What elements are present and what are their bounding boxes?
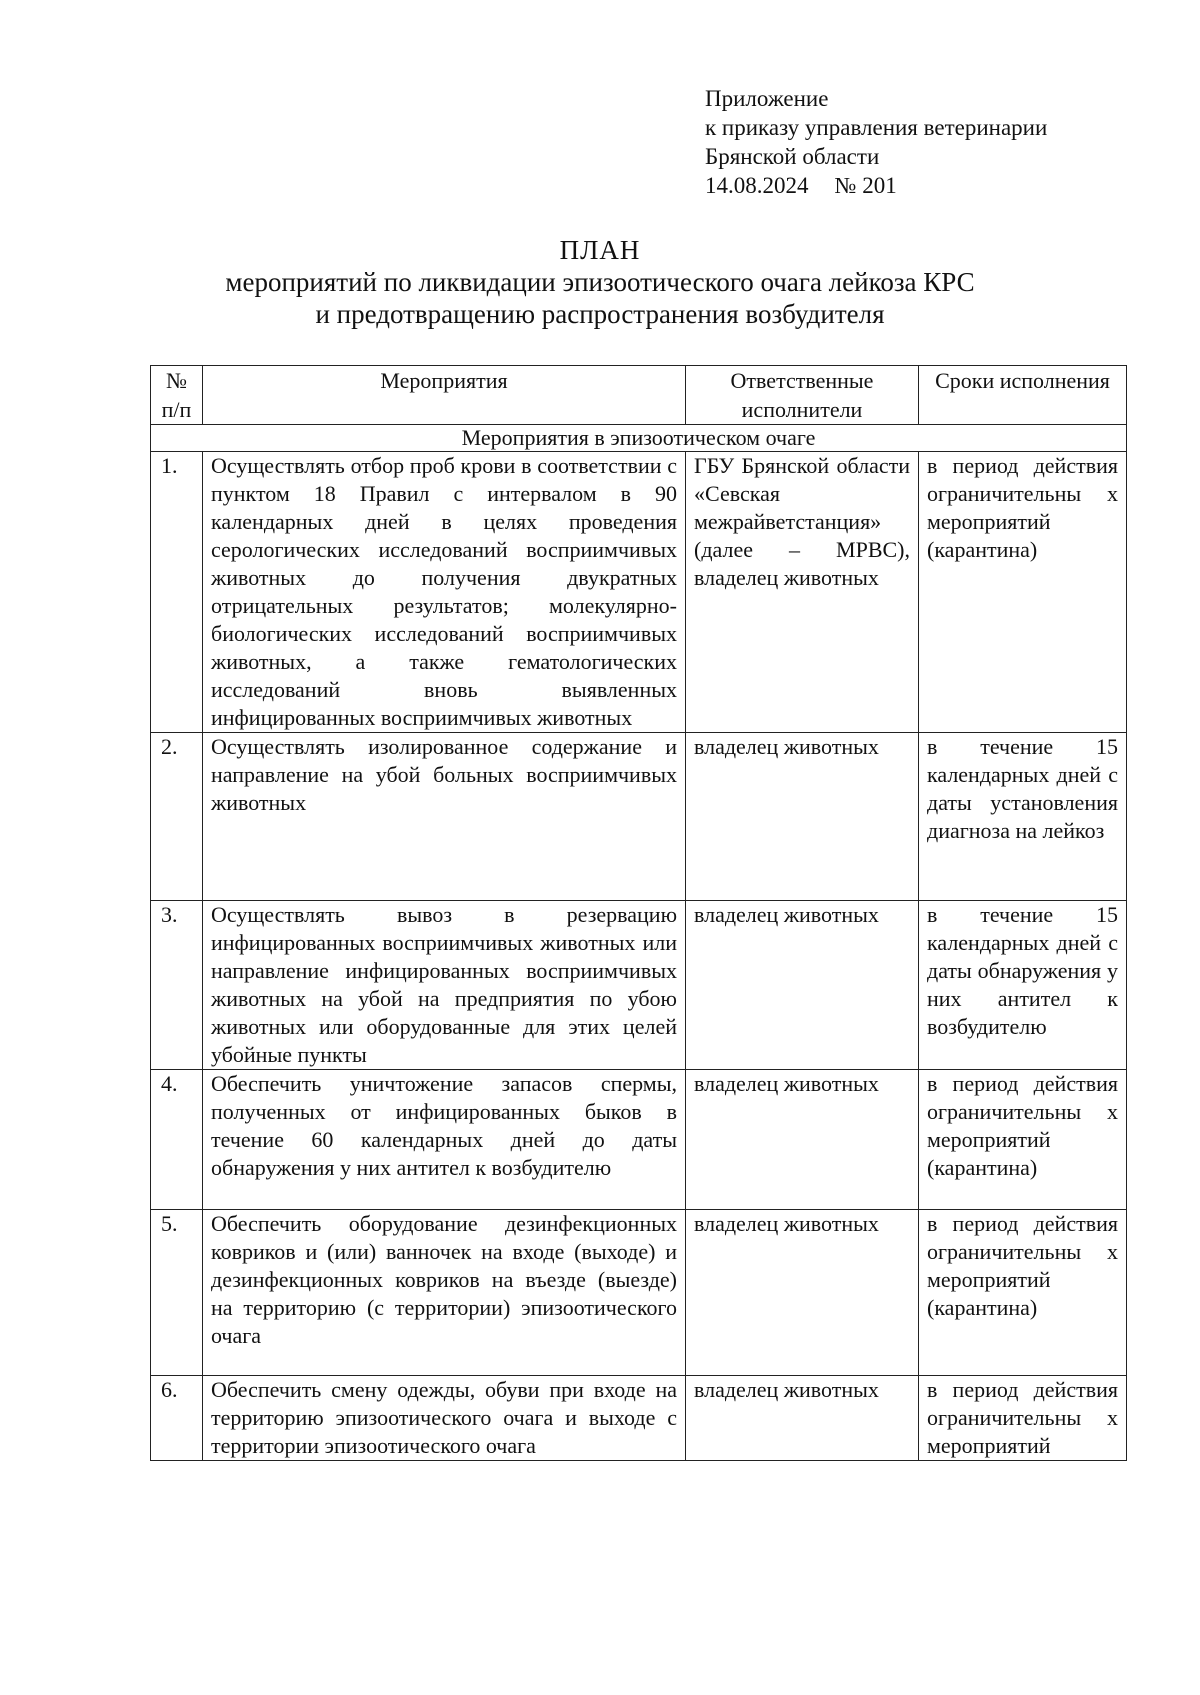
appendix-title: Приложение (705, 86, 829, 111)
row-action: Осуществлять вывоз в резервацию инфицированных восприимчивых животных или направление инфицированных восприимчивых животных на убой на предприятия по убою животных или оборудованные для этих целей убойные пункты (203, 901, 686, 1070)
row-deadline: в период действия ограничительны х мероприятий (карантина) (919, 452, 1127, 733)
document-title (0, 234, 1200, 330)
row-action: Осуществлять отбор проб крови в соответствии с пунктом 18 Правил с интервалом в 90 календарных дней в целях проведения серологических исследований восприимчивых животных до получения двукратных отрицательных результатов; молекулярно-биологических исследований восприимчивых животных, а также гематологических исследований вновь выявленных инфицированных восприимчивых животных (203, 452, 686, 733)
row-num: 6. (151, 1376, 203, 1461)
order-number: № 201 (834, 173, 897, 198)
table-row (151, 901, 1127, 1070)
row-deadline: в течение 15 календарных дней с даты установления диагноза на лейкоз (919, 733, 1127, 901)
appendix-date-number (705, 171, 1047, 200)
row-num: 4. (151, 1070, 203, 1210)
row-deadline: в период действия ограничительны х мероприятий (карантина) (919, 1210, 1127, 1376)
appendix-header (705, 84, 1047, 200)
row-num: 1. (151, 452, 203, 733)
table-row (151, 1376, 1127, 1461)
row-action: Обеспечить уничтожение запасов спермы, полученных от инфицированных быков в течение 60 календарных дней до даты обнаружения у них антител к возбудителю (203, 1070, 686, 1210)
header-action: Мероприятия (203, 366, 686, 425)
title-line-2: мероприятий по ликвидации эпизоотического очага лейкоза КРС (225, 267, 975, 297)
order-date: 14.08.2024 (705, 173, 809, 198)
row-num: 3. (151, 901, 203, 1070)
appendix-region: Брянской области (705, 144, 880, 169)
title-main: ПЛАН (559, 235, 641, 265)
table-header-row (151, 366, 1127, 425)
table-row (151, 1210, 1127, 1376)
row-responsible: владелец животных (686, 1376, 919, 1461)
row-num: 5. (151, 1210, 203, 1376)
section-title: Мероприятия в эпизоотическом очаге (151, 425, 1127, 452)
header-responsible: Ответственные исполнители (686, 366, 919, 425)
header-deadline: Сроки исполнения (919, 366, 1127, 425)
row-responsible: владелец животных (686, 901, 919, 1070)
appendix-order-ref: к приказу управления ветеринарии (705, 115, 1048, 140)
table-row (151, 733, 1127, 901)
row-deadline: в течение 15 календарных дней с даты обнаружения у них антител к возбудителю (919, 901, 1127, 1070)
row-num: 2. (151, 733, 203, 901)
row-responsible: ГБУ Брянской области «Севская межрайветстанция» (далее – МРВС), владелец животных (686, 452, 919, 733)
row-responsible: владелец животных (686, 1210, 919, 1376)
row-action: Обеспечить оборудование дезинфекционных ковриков и (или) ванночек на входе (выходе) и дезинфекционных ковриков на въезде (выезде) на территорию (с территории) эпизоотического очага (203, 1210, 686, 1376)
row-responsible: владелец животных (686, 733, 919, 901)
row-action: Осуществлять изолированное содержание и направление на убой больных восприимчивых животных (203, 733, 686, 901)
row-responsible: владелец животных (686, 1070, 919, 1210)
row-deadline: в период действия ограничительны х мероприятий (919, 1376, 1127, 1461)
header-num: № п/п (151, 366, 203, 425)
table-row (151, 1070, 1127, 1210)
row-action: Обеспечить смену одежды, обуви при входе на территорию эпизоотического очага и выходе с территории эпизоотического очага (203, 1376, 686, 1461)
row-deadline: в период действия ограничительны х мероприятий (карантина) (919, 1070, 1127, 1210)
table-row (151, 452, 1127, 733)
title-line-3: и предотвращению распространения возбудителя (315, 299, 885, 329)
plan-table (150, 365, 1127, 1461)
section-row (151, 425, 1127, 452)
